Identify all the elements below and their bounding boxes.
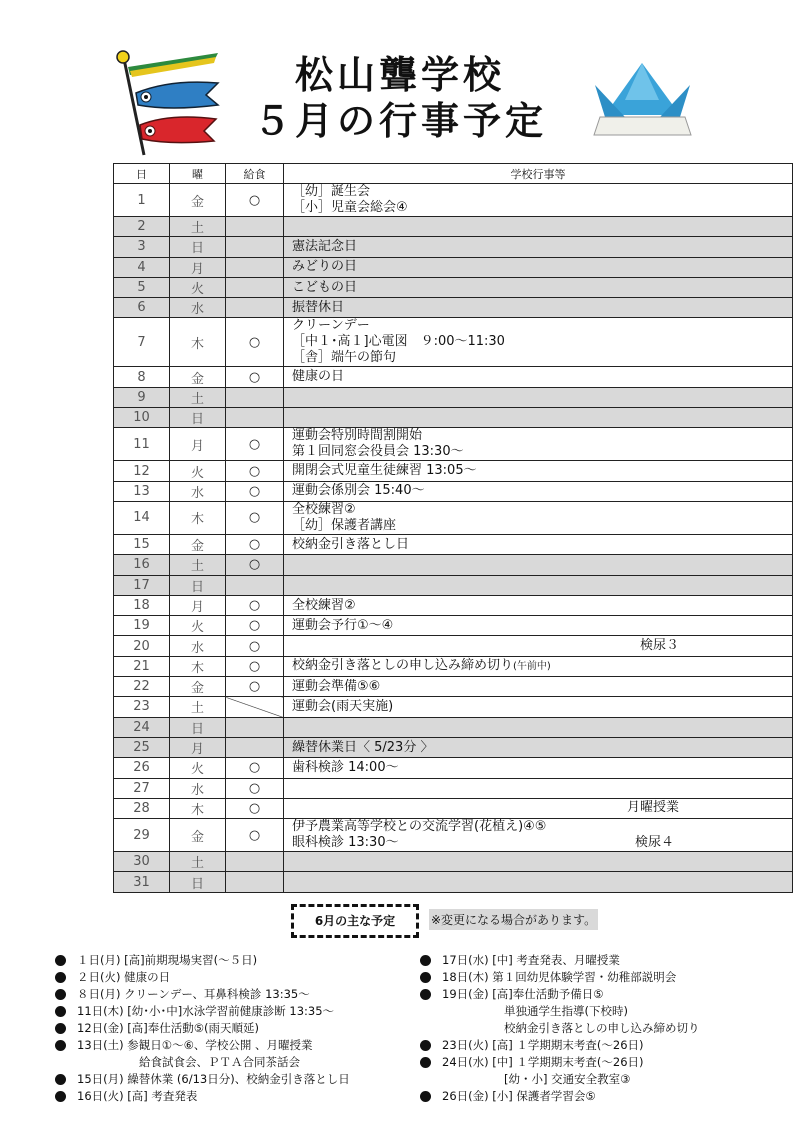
cell-lunch: ○ (226, 656, 284, 676)
cell-day: 11 (114, 428, 170, 461)
cell-events (284, 481, 793, 501)
cell-events (284, 697, 793, 717)
koinobori-illustration (110, 45, 230, 160)
cell-lunch: ○ (226, 636, 284, 656)
june-list-right (420, 952, 700, 1105)
cell-day: 7 (114, 318, 170, 367)
event-right-text: 月曜授業 (626, 800, 679, 816)
june-item-text: 23日(火) [高] １学期期末考査(～26日) (442, 1038, 644, 1052)
cell-lunch: ○ (226, 461, 284, 481)
cell-day: 18 (114, 595, 170, 615)
cell-day: 4 (114, 257, 170, 277)
cell-weekday: 月 (170, 428, 226, 461)
cell-day: 10 (114, 408, 170, 428)
cell-day: 28 (114, 798, 170, 818)
june-item-text: 26日(金) [小] 保護者学習会⑤ (442, 1089, 596, 1103)
table-row (114, 428, 793, 461)
cell-lunch: ○ (226, 798, 284, 818)
june-list-item (420, 1054, 700, 1088)
cell-events (284, 277, 793, 297)
june-list-item (55, 986, 350, 1003)
cell-day: 14 (114, 501, 170, 534)
cell-day: 22 (114, 677, 170, 697)
header-weekday: 曜 (170, 164, 226, 184)
cell-lunch: ○ (226, 595, 284, 615)
cell-weekday: 日 (170, 717, 226, 737)
event-text: 運動会(雨天実施) (292, 698, 394, 714)
table-row (114, 778, 793, 798)
cell-weekday: 日 (170, 408, 226, 428)
june-item-text: ２日(火) 健康の日 (77, 970, 171, 984)
cell-day: 13 (114, 481, 170, 501)
event-text: みどりの日 (292, 259, 358, 275)
cell-events (284, 656, 793, 676)
cell-weekday: 水 (170, 636, 226, 656)
bullet-icon (55, 1023, 66, 1034)
cell-day: 17 (114, 575, 170, 595)
cell-day: 12 (114, 461, 170, 481)
cell-weekday: 水 (170, 481, 226, 501)
bullet-icon (55, 1074, 66, 1085)
table-row (114, 461, 793, 481)
table-row (114, 237, 793, 257)
cell-day: 20 (114, 636, 170, 656)
cell-events (284, 387, 793, 407)
cell-weekday: 土 (170, 387, 226, 407)
cell-day: 27 (114, 778, 170, 798)
cell-events (284, 408, 793, 428)
title-month-schedule: ５月の行事予定 (252, 99, 547, 143)
cell-weekday: 水 (170, 298, 226, 318)
cell-weekday: 木 (170, 798, 226, 818)
event-text: ［舎］端午の節句 (292, 350, 397, 366)
cell-lunch (226, 697, 284, 717)
cell-events (284, 636, 793, 656)
cell-weekday: 水 (170, 778, 226, 798)
cell-lunch: ○ (226, 184, 284, 217)
table-row (114, 852, 793, 872)
june-list-item (420, 1088, 700, 1105)
cell-events (284, 318, 793, 367)
june-item-text: 単独通学生指導(下校時) (504, 1004, 628, 1018)
cell-day: 24 (114, 717, 170, 737)
cell-lunch: ○ (226, 428, 284, 461)
table-row (114, 501, 793, 534)
event-text: ［幼］誕生会 (292, 184, 371, 199)
change-note: ※変更になる場合があります。 (429, 909, 598, 930)
cell-day: 31 (114, 872, 170, 892)
event-text: 健康の日 (292, 369, 345, 385)
june-list-item (420, 952, 700, 969)
june-item-text: 13日(土) 参観日①～⑥、学校公開 、月曜授業 (77, 1038, 313, 1052)
bullet-icon (420, 972, 431, 983)
cell-events (284, 367, 793, 387)
cell-lunch (226, 408, 284, 428)
bullet-icon (420, 989, 431, 1000)
june-list-left (55, 952, 350, 1105)
cell-lunch (226, 852, 284, 872)
table-row (114, 534, 793, 554)
may-schedule-table (113, 163, 793, 893)
june-heading-box (291, 904, 419, 938)
table-row (114, 481, 793, 501)
bullet-icon (55, 955, 66, 966)
table-row (114, 217, 793, 237)
event-text: 運動会係別会 15:40～ (292, 483, 425, 499)
cell-day: 8 (114, 367, 170, 387)
cell-events (284, 819, 793, 852)
event-text: 繰替休業日〈 5/23分 〉 (292, 739, 434, 755)
table-row (114, 367, 793, 387)
june-list-item (420, 986, 700, 1037)
page-title (230, 52, 570, 144)
bullet-icon (55, 972, 66, 983)
june-list-item (55, 952, 350, 969)
table-row (114, 819, 793, 852)
june-list-item (55, 1037, 350, 1071)
cell-day: 1 (114, 184, 170, 217)
cell-events (284, 852, 793, 872)
cell-lunch: ○ (226, 677, 284, 697)
cell-lunch (226, 872, 284, 892)
june-item-text: 11日(木) [幼･小･中]水泳学習前健康診断 13:35～ (77, 1004, 335, 1018)
cell-weekday: 木 (170, 501, 226, 534)
table-row (114, 555, 793, 575)
cell-weekday: 火 (170, 758, 226, 778)
event-right-text: 検尿４ (634, 835, 674, 851)
june-list-item (420, 969, 700, 986)
cell-weekday: 金 (170, 677, 226, 697)
cell-events (284, 616, 793, 636)
june-heading: 6月の主な予定 (314, 914, 396, 928)
cell-events (284, 298, 793, 318)
cell-lunch: ○ (226, 616, 284, 636)
june-list-item (55, 1020, 350, 1037)
table-row (114, 737, 793, 757)
bullet-icon (55, 1040, 66, 1051)
cell-lunch (226, 387, 284, 407)
cell-weekday: 火 (170, 616, 226, 636)
table-row (114, 298, 793, 318)
june-list-item (55, 1071, 350, 1088)
june-list-item (55, 1003, 350, 1020)
table-row (114, 697, 793, 717)
cell-events (284, 217, 793, 237)
cell-day: 30 (114, 852, 170, 872)
cell-lunch: ○ (226, 758, 284, 778)
june-item-text: １日(月) [高]前期現場実習(～５日) (77, 953, 258, 967)
table-row (114, 758, 793, 778)
cell-weekday: 土 (170, 555, 226, 575)
june-item-text: 給食試食会、ＰＴＡ合同茶話会 (139, 1055, 300, 1069)
june-item-text: 校納金引き落としの申し込み締め切り (504, 1021, 700, 1035)
table-row (114, 387, 793, 407)
header-day: 日 (114, 164, 170, 184)
event-text: こどもの日 (292, 279, 358, 295)
cell-lunch: ○ (226, 318, 284, 367)
table-row (114, 677, 793, 697)
cell-day: 25 (114, 737, 170, 757)
cell-events (284, 778, 793, 798)
cell-events (284, 595, 793, 615)
june-item-text: 17日(水) [中] 考査発表、月曜授業 (442, 953, 620, 967)
cell-lunch (226, 717, 284, 737)
cell-events (284, 677, 793, 697)
june-list-item (55, 969, 350, 986)
bullet-icon (55, 1006, 66, 1017)
june-item-text: 15日(月) 繰替休業 (6/13日分)、校納金引き落とし日 (77, 1072, 350, 1086)
event-text: 開閉会式児童生徒練習 13:05～ (292, 463, 477, 479)
event-text: 全校練習② (292, 597, 356, 613)
june-list-item (55, 1088, 350, 1105)
cell-lunch (226, 737, 284, 757)
event-text: クリーンデー (292, 318, 370, 334)
table-row (114, 595, 793, 615)
event-note: (午前中) (513, 660, 551, 672)
title-school-name: 松山聾学校 (294, 53, 505, 97)
june-item-text: 19日(金) [高]奉仕活動予備日⑤ (442, 987, 604, 1001)
bullet-icon (420, 1091, 431, 1102)
table-row (114, 636, 793, 656)
june-item-text: 16日(火) [高] 考査発表 (77, 1089, 198, 1103)
cell-weekday: 火 (170, 277, 226, 297)
cell-events (284, 257, 793, 277)
table-row (114, 277, 793, 297)
cell-weekday: 金 (170, 534, 226, 554)
cell-weekday: 日 (170, 872, 226, 892)
cell-weekday: 日 (170, 237, 226, 257)
cell-events (284, 184, 793, 217)
header-lunch: 給食 (226, 164, 284, 184)
event-text: 振替休日 (292, 299, 345, 315)
cell-events (284, 798, 793, 818)
table-row (114, 798, 793, 818)
cell-lunch (226, 298, 284, 318)
cell-day: 6 (114, 298, 170, 318)
cell-events (284, 428, 793, 461)
cell-weekday: 日 (170, 575, 226, 595)
june-item-text: 18日(木) 第１回幼児体験学習・幼稚部説明会 (442, 970, 677, 984)
table-header-row (114, 164, 793, 184)
cell-day: 5 (114, 277, 170, 297)
cell-weekday: 月 (170, 595, 226, 615)
event-text: 校納金引き落とし日 (292, 536, 410, 552)
table-row (114, 184, 793, 217)
bullet-icon (420, 1057, 431, 1068)
cell-weekday: 月 (170, 257, 226, 277)
event-text: 運動会予行①～④ (292, 617, 394, 633)
cell-weekday: 土 (170, 852, 226, 872)
event-text: 第１回同窓会役員会 13:30～ (292, 444, 464, 460)
kabuto-illustration (585, 55, 700, 150)
cell-events (284, 501, 793, 534)
cell-weekday: 金 (170, 819, 226, 852)
cell-lunch (226, 217, 284, 237)
cell-weekday: 月 (170, 737, 226, 757)
table-row (114, 575, 793, 595)
cell-lunch: ○ (226, 778, 284, 798)
table-row (114, 872, 793, 892)
cell-weekday: 土 (170, 697, 226, 717)
cell-lunch: ○ (226, 367, 284, 387)
event-text: ［幼］保護者講座 (292, 517, 397, 533)
cell-lunch: ○ (226, 819, 284, 852)
cell-day: 26 (114, 758, 170, 778)
cell-events (284, 575, 793, 595)
cell-weekday: 木 (170, 318, 226, 367)
bullet-icon (420, 1040, 431, 1051)
cell-lunch (226, 237, 284, 257)
june-item-text: 12日(金) [高]奉仕活動⑤(雨天順延) (77, 1021, 260, 1035)
event-text: 憲法記念日 (292, 238, 358, 254)
event-text: 校納金引き落としの申し込み締め切り(午前中) (292, 657, 551, 673)
table-row (114, 616, 793, 636)
cell-events (284, 534, 793, 554)
event-text: ［小］児童会総会④ (292, 200, 408, 215)
cell-day: 9 (114, 387, 170, 407)
cell-weekday: 金 (170, 184, 226, 217)
cell-day: 16 (114, 555, 170, 575)
cell-events (284, 555, 793, 575)
cell-day: 19 (114, 616, 170, 636)
event-text: 眼科検診 13:30～ 検尿４ (292, 835, 792, 851)
event-text: 全校練習② (292, 501, 356, 517)
june-item-text: 24日(水) [中] １学期期末考査(～26日) (442, 1055, 644, 1069)
schedule-body (114, 184, 793, 893)
cell-events (284, 872, 793, 892)
cell-weekday: 木 (170, 656, 226, 676)
table-row (114, 656, 793, 676)
bullet-icon (420, 955, 431, 966)
event-right-text: 検尿３ (639, 638, 679, 654)
event-text: 伊予農業高等学校との交流学習(花植え)④⑤ (292, 819, 547, 835)
event-text: 運動会特別時間割開始 (292, 428, 423, 444)
cell-day: 3 (114, 237, 170, 257)
june-list-item (420, 1037, 700, 1054)
cell-events (284, 717, 793, 737)
cell-events (284, 461, 793, 481)
cell-lunch: ○ (226, 555, 284, 575)
cell-weekday: 金 (170, 367, 226, 387)
table-row (114, 408, 793, 428)
cell-lunch (226, 257, 284, 277)
cell-events (284, 237, 793, 257)
cell-lunch: ○ (226, 534, 284, 554)
event-text: 歯科検診 14:00～ (292, 759, 399, 775)
june-item-text: ８日(月) クリーンデー、耳鼻科検診 13:35～ (77, 987, 310, 1001)
cell-weekday: 火 (170, 461, 226, 481)
cell-day: 15 (114, 534, 170, 554)
cell-weekday: 土 (170, 217, 226, 237)
bullet-icon (55, 1091, 66, 1102)
table-row (114, 717, 793, 737)
bullet-icon (55, 989, 66, 1000)
cell-day: 23 (114, 697, 170, 717)
cell-lunch: ○ (226, 481, 284, 501)
cell-day: 29 (114, 819, 170, 852)
cell-events (284, 737, 793, 757)
cell-day: 2 (114, 217, 170, 237)
cell-lunch (226, 575, 284, 595)
header-events: 学校行事等 (284, 164, 793, 184)
cell-events (284, 758, 793, 778)
event-text: 運動会準備⑤⑥ (292, 678, 381, 694)
cell-lunch (226, 277, 284, 297)
event-text: ［中１･高１]心電図 ９:00～11:30 (292, 334, 505, 350)
cell-day: 21 (114, 656, 170, 676)
table-row (114, 257, 793, 277)
cell-lunch: ○ (226, 501, 284, 534)
june-item-text: [幼・小] 交通安全教室③ (504, 1072, 631, 1086)
table-row (114, 318, 793, 367)
